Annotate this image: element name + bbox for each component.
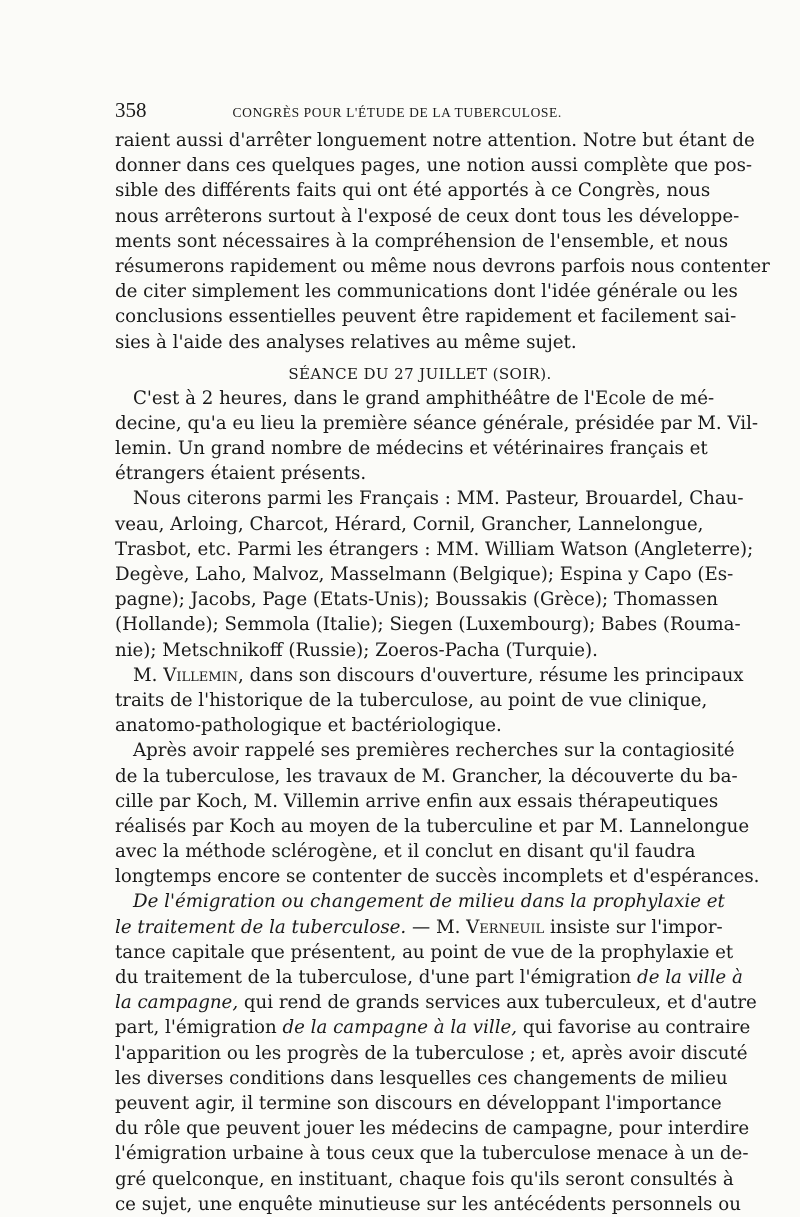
text-line: C'est à 2 heures, dans le grand amphithéâtre de l'Ecole de mé- (133, 387, 715, 409)
text-line: avec la méthode sclérogène, et il conclut en disant qu'il faudra (115, 841, 696, 863)
speaker-name: Verneuil (466, 916, 545, 938)
text-run: M. (133, 664, 164, 686)
speaker-name: Villemin (163, 664, 239, 686)
text-line: Trasbot, etc. Parmi les étrangers : MM. William Watson (Angleterre); (115, 538, 754, 560)
text-line: réalisés par Koch au moyen de la tuberculine et par M. Lannelongue (115, 815, 750, 837)
page-body (115, 128, 770, 1217)
text-line (115, 965, 743, 990)
text-run: , dans son discours d'ouverture, résume les principaux (238, 664, 744, 686)
running-title: CONGRÈS POUR L'ÉTUDE DE LA TUBERCULOSE. (232, 105, 562, 120)
text-run: qui rend de grands services aux tuberculeux, et d'autre (238, 992, 757, 1014)
text-line: De l'émigration ou changement de milieu dans la prophylaxie et (133, 891, 725, 913)
text-line: l'apparition ou les progrès de la tuberculose ; et, après avoir discuté (115, 1042, 748, 1064)
text-run: du traitement de la tuberculose, d'une part l'émigration (115, 967, 638, 988)
text-line: Nous citerons parmi les Français : MM. Pasteur, Brouardel, Chau- (133, 488, 744, 510)
text-line: (Hollande); Semmola (Italie); Siegen (Luxembourg); Babes (Rouma- (115, 614, 741, 636)
text-line: cille par Koch, M. Villemin arrive enfin aux essais thérapeutiques (115, 790, 719, 812)
page-number: 358 (115, 98, 147, 122)
text-line: les diverses conditions dans lesquelles ces changements de milieu (115, 1067, 728, 1089)
text-line: veau, Arloing, Charcot, Hérard, Cornil, Grancher, Lannelongue, (115, 513, 704, 535)
text-line: tance capitale que présentent, au point de vue de la prophylaxie et (115, 941, 734, 963)
text-line: lemin. Un grand nombre de médecins et vétérinaires français et (115, 438, 708, 460)
text-line: étrangers étaient présents. (115, 463, 367, 485)
text-line: raient aussi d'arrêter longuement notre attention. Notre but étant de (115, 130, 755, 151)
text-line: sible des différents faits qui ont été apportés à ce Congrès, nous (115, 180, 711, 202)
text-line: nie); Metschnikoff (Russie); Zoeros-Pacha (Turquie). (115, 639, 598, 661)
text-line: de citer simplement les communications dont l'idée générale ou les (115, 281, 738, 303)
text-line (115, 1015, 751, 1040)
text-line: ce sujet, une enquête minutieuse sur les antécédents personnels ou (115, 1193, 741, 1215)
text-line: pagne); Jacobs, Page (Etats-Unis); Boussakis (Grèce); Thomassen (115, 589, 718, 611)
text-run: — M. (406, 916, 467, 938)
text-run: de la ville à (637, 967, 743, 988)
text-run: la campagne, (115, 992, 239, 1014)
text-line: Après avoir rappelé ses premières recherches sur la contagiosité (133, 740, 735, 762)
text-line: de la tuberculose, les travaux de M. Grancher, la découverte du ba- (115, 765, 738, 787)
text-line: longtemps encore se contenter de succès incomplets et d'espérances. (115, 866, 760, 888)
text-line: Degève, Laho, Malvoz, Masselmann (Belgique); Espina y Capo (Es- (115, 564, 734, 585)
text-run: insiste sur l'impor- (544, 916, 723, 938)
text-line (115, 663, 744, 688)
text-line (115, 990, 757, 1015)
text-line (115, 915, 723, 940)
text-run: de la campagne à la ville, (282, 1017, 518, 1039)
text-line: anatomo-pathologique et bactériologique. (115, 715, 502, 737)
text-run: qui favorise au contraire (517, 1017, 751, 1039)
text-line: decine, qu'a eu lieu la première séance générale, présidée par M. Vil- (115, 412, 759, 434)
text-line: peuvent agir, il termine son discours en développant l'importance (115, 1092, 722, 1114)
text-run: part, l'émigration (115, 1017, 283, 1039)
text-line: gré quelconque, en instituant, chaque fois qu'ils seront consultés à (115, 1168, 734, 1190)
text-line: traits de l'historique de la tuberculose, au point de vue clinique, (115, 689, 708, 711)
page-header (115, 98, 685, 123)
text-line: l'émigration urbaine à tous ceux que la tuberculose menace à un de- (115, 1143, 749, 1165)
section-heading: SÉANCE DU 27 JUILLET (SOIR). (288, 364, 552, 383)
text-line: conclusions essentielles peuvent être rapidement et facilement sai- (115, 306, 737, 328)
text-line: ments sont nécessaires à la compréhension de l'ensemble, et nous (115, 230, 729, 252)
text-line: donner dans ces quelques pages, une notion aussi complète que pos- (115, 155, 753, 177)
text-line: nous arrêterons surtout à l'exposé de ceux dont tous les développe- (115, 205, 740, 227)
text-line: résumerons rapidement ou même nous devrons parfois nous contenter (115, 255, 770, 277)
text-line: du rôle que peuvent jouer les médecins de campagne, pour interdire (115, 1118, 750, 1140)
text-line: sies à l'aide des analyses relatives au même sujet. (115, 331, 577, 353)
text-run: le traitement de la tuberculose. (115, 916, 407, 938)
